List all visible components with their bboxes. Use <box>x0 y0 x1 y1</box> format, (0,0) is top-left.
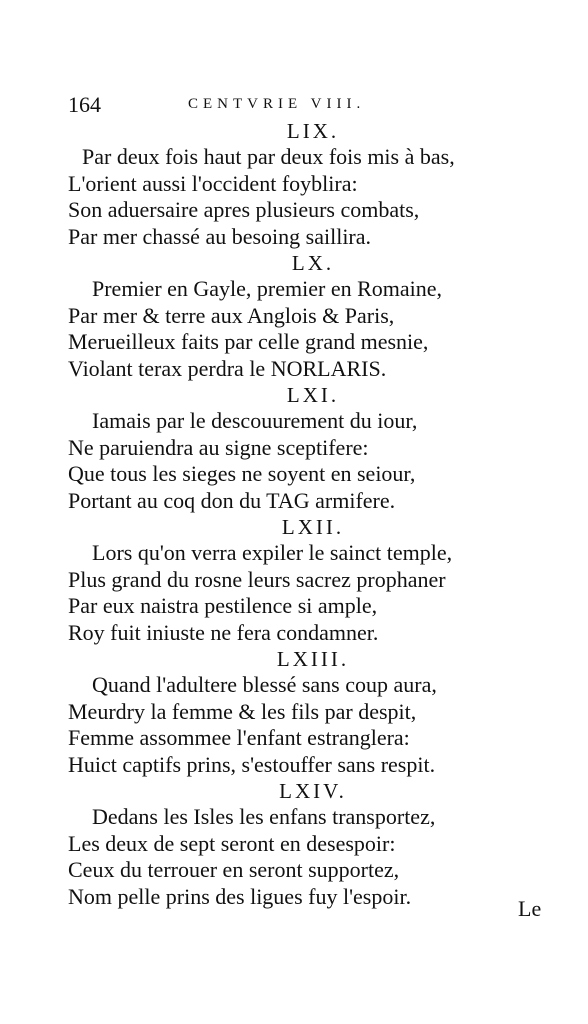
verse-line: Violant terax perdra le NORLARIS. <box>68 355 387 381</box>
quatrain-list <box>68 118 518 910</box>
quatrain <box>68 778 518 910</box>
verse-line: Dedans les Isles les enfans transportez, <box>92 804 436 829</box>
running-head: CENTVRIE VIII. <box>188 96 366 112</box>
verse-line: Roy fuit iniuste ne fera condamner. <box>68 619 379 645</box>
verse-line: Quand l'adultere blessé sans coup aura, <box>92 672 437 697</box>
quatrain-number: LX. <box>291 251 335 275</box>
verse-line: Meurdry la femme & les fils par despit, <box>68 698 417 724</box>
verse-line: Par mer & terre aux Anglois & Paris, <box>68 302 395 328</box>
verse-line: Femme assommee l'enfant estranglera: <box>68 725 410 750</box>
quatrain <box>68 382 518 514</box>
verse-line: Plus grand du rosne leurs sacrez prophaner <box>68 566 446 592</box>
verse-line: Par mer chassé au besoing saillira. <box>68 223 372 249</box>
verse-line: Ceux du terrouer en seront supportez, <box>68 857 400 882</box>
quatrain <box>68 646 518 778</box>
quatrain-number: LIX. <box>286 119 340 143</box>
quatrain-number: LXI. <box>286 383 340 407</box>
verse-line: Lors qu'on verra expiler le sainct temple, <box>92 540 453 565</box>
quatrain <box>68 118 518 250</box>
quatrain <box>68 250 518 382</box>
verse-line: Par deux fois haut par deux fois mis à bas, <box>82 144 455 169</box>
verse-line: Son aduersaire apres plusieurs combats, <box>68 197 420 222</box>
quatrain <box>68 514 518 646</box>
quatrain-number: LXII. <box>281 515 345 539</box>
verse-line: Premier en Gayle, premier en Romaine, <box>92 276 443 301</box>
verse-line: L'orient aussi l'occident foyblira: <box>68 170 358 196</box>
catchword: Le <box>518 896 542 921</box>
quatrain-number: LXIV. <box>279 779 347 803</box>
page-number: 164 <box>68 92 101 117</box>
verse-line: Les deux de sept seront en desespoir: <box>68 830 396 856</box>
verse-line: Portant au coq don du TAG armifere. <box>68 487 396 513</box>
verse-line: Par eux naistra pestilence si ample, <box>68 593 378 618</box>
verse-line: Ne paruiendra au signe sceptifere: <box>68 434 369 460</box>
verse-line: Que tous les sieges ne soyent en seiour, <box>68 461 416 486</box>
verse-line: Merueilleux faits par celle grand mesnie, <box>68 329 429 354</box>
quatrain-number: LXIII. <box>276 647 350 671</box>
verse-line: Nom pelle prins des ligues fuy l'espoir. <box>68 883 412 909</box>
verse-line: Huict captifs prins, s'estouffer sans respit. <box>68 751 436 777</box>
verse-line: Iamais par le descouurement du iour, <box>92 408 418 433</box>
